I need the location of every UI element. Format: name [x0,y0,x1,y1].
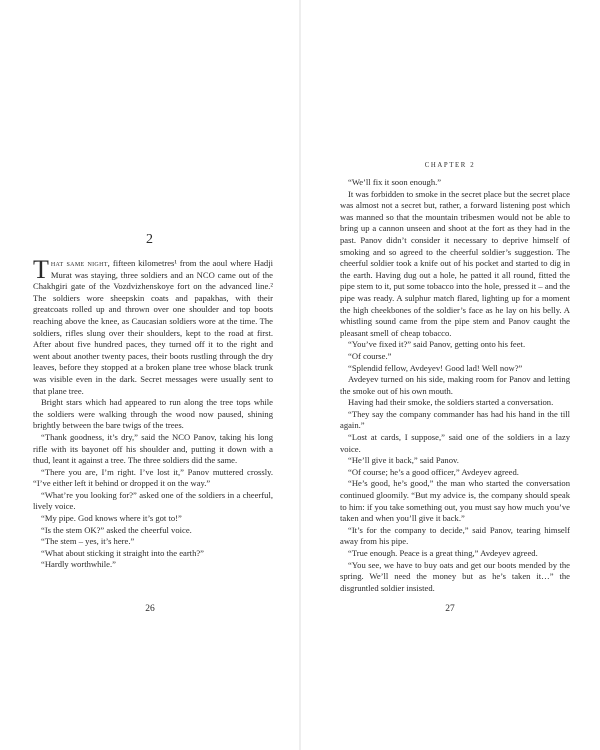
paragraph: “Of course.” [348,350,392,361]
paragraph: “You’ve fixed it?” said Panov, getting onto his feet. [348,339,526,350]
right-page-text [340,177,570,594]
paragraph: “There you are, I’m right. I’ve lost it,” Panov muttered crossly. “I’ve either left it behind or dropped it on the way.” [33,466,273,489]
paragraph: Avdeyev turned on his side, making room for Panov and letting the smoke out of his own mouth. [340,374,570,396]
paragraph: “What’re you looking for?” asked one of the soldiers in a cheerful, lively voice. [33,489,273,512]
paragraph: “Splendid fellow, Avdeyev! Good lad! Well now?” [348,362,523,373]
paragraph: “My pipe. God knows where it’s got to!” [41,513,182,524]
running-head: CHAPTER 2 [424,162,476,169]
right-page [300,0,600,750]
opening-small-caps: hat same night, [50,258,111,268]
paragraph: Bright stars which had appeared to run along the tree tops while the soldiers were walking through the wood now paused, shining brightly between the bare twigs of the trees. [33,397,273,431]
opening-paragraph [33,255,273,397]
opening-text: fifteen kilometres¹ from the aoul where Hadji Murat was staying, three soldiers and an NCO came out of the Chakhgiri gate of the Vozdvizhenskoye fort on the advanced line.² The soldiers wore sheepskin coats and papakhas, with their greatcoats rolled up and thrown over one shoulder and top boots reaching above the knee, as Caucasian soldiers wore at the time. The soldiers, rifles slung over their shoulders, kept to the road at first. After about five hundred paces, they turned off it to the right and went about another twenty paces, their boots rustling through the dry leaves, before they stopped at a broken plane tree whose black trunk was visible even in the dark. Secret messages were usually sent to that plane tree. [33,258,273,396]
paragraph: “You see, we have to buy oats and get our boots mended by the spring. We’ll need the money but as he’s taken it…” the disgruntled soldier insisted. [340,559,570,593]
paragraph: “Of course; he’s a good officer,” Avdeyev agreed. [348,466,519,477]
left-page-text [33,255,273,571]
paragraph: “Thank goodness, it’s dry,” said the NCO Panov, taking his long rifle with its bayonet off his shoulder and, putting it down with a thud, leant it against a tree. The three soldiers did the same. [33,431,273,466]
paragraph: “The stem – yes, it’s here.” [41,536,135,547]
paragraph: “It’s for the company to decide,” said Panov, tearing himself away from his pipe. [340,524,570,547]
paragraph: “Is the stem OK?” asked the cheerful voice. [41,524,192,535]
paragraph: It was forbidden to smoke in the secret place but the secret place was almost not a secret but, rather, a forward listening post which was manned so that the mountain tribesmen would not be able to bring up a cannon unseen and shoot at the fort as they had in the past. Panov didn’t consider it necessary to deprive himself of smoking and so agreed to the cheerful soldier’s suggestion. The cheerful soldier took a knife out of his pocket and started to dig in the earth. Having dug out a hole, he patted it all round, fitted the pipe stem to it, put some tobacco into the hole, pressed it – and the pipe was ready. A sulphur match flared, lighting up for a moment the high cheekbones of the soldier’s face as he lay on his belly. A whistling sound came from the pipe stem and Panov caught the pleasant smell of cheap tobacco. [340,188,570,338]
paragraph: “True enough. Peace is a great thing,” Avdeyev agreed. [348,548,538,558]
page-number: 27 [445,604,455,614]
paragraph: Having had their smoke, the soldiers started a conversation. [348,397,554,408]
chapter-number: 2 [146,232,154,247]
paragraph: “He’s good, he’s good,” the man who started the conversation continued gloomily. “But my advice is, the company should speak to him: if you take something out, you must say how much you’ve taken and when you’ll give it back.” [340,478,570,524]
paragraph: “What about sticking it straight into the earth?” [41,547,204,558]
paragraph: “Hardly worthwhile.” [41,559,116,570]
drop-cap: T [33,255,49,284]
paragraph: “We’ll fix it soon enough.” [348,177,442,187]
paragraph: “Lost at cards, I suppose,” said one of the soldiers in a lazy voice. [340,432,570,454]
page-number: 26 [145,604,155,614]
paragraph: “He’ll give it back,” said Panov. [348,455,459,466]
paragraph: “They say the company commander has had his hand in the till again.” [340,408,570,431]
